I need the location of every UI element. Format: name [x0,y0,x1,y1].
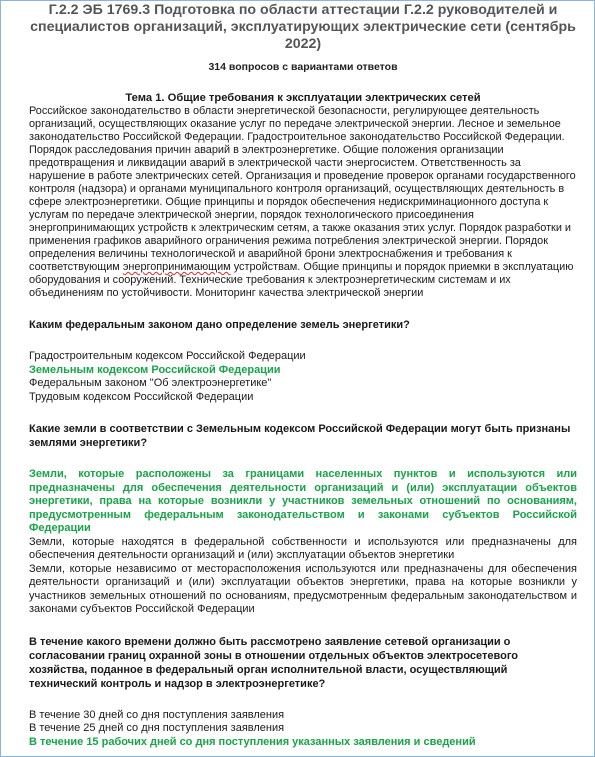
answer-2-2: Земли, которые находятся в федеральной собственности и используются или предназначены для обеспечения деятельности организаций и (или) эксплуатации объектов энергетики [29,535,577,561]
theme-description [29,105,577,300]
question-3: В течение какого времени должно быть рассмотрено заявление сетевой организации о согласовании границ охранной зоны в отношении отдельных объектов электросетевого хозяйства, поданное в федеральный орган исполнительной власти, осуществляющий технический контроль и надзор в электроэнергетике? [29,635,519,690]
question-1: Каким федеральным законом дано определение земель энергетики? [29,319,410,331]
answers-1 [29,350,577,404]
answer-1-4: Трудовым кодексом Российской Федерации [29,390,254,403]
question-count: 314 вопросов с вариантами ответов [208,61,398,73]
answer-3-3-correct: В течение 15 рабочих дней со дня поступления указанных заявления и сведений [29,735,476,748]
answer-1-3: Федеральным законом "Об электроэнергетике" [29,377,272,389]
theme-title: Тема 1. Общие требования к эксплуатации электрических сетей [125,92,481,104]
answer-3-2: В течение 25 дней со дня поступления заявления [29,722,285,734]
answer-3-1: В течение 30 дней со дня поступления заявления [29,708,285,721]
question-2: Какие земли в соответствии с Земельным кодексом Российской Федерации могут быть признаны землями энергетики? [29,423,571,449]
answers-2 [29,468,577,617]
answer-2-1-correct: Земли, которые расположены за границами населенных пунктов и используются или предназначены для обеспечения деятельности организаций и (или) эксплуатации объектов энергетики, права на которые возникли у участников земельных отношений по основаниям, предусмотренным федеральным законодательством и законами субъектов Российской Федерации [29,468,577,534]
theme-text-part-1: Российское законодательство в области энергетической безопасности, регулирующее деятельность организаций, осуществляющих оказание услуг по передаче электрической энергии. Лесное и земельное законодательство Российской Федерации. Градостроительное законодательство Российской Федерации. Порядок расследования причин аварий в электроэнергетике. Общие положения организации предотвращения и ликвидации аварий в электрической части энергосистем. Ответственность за нарушение в работе электрических сетей. Организация и проведение проверок органами государственного контроля (надзора) и органами муниципального контроля организаций, осуществляющих деятельность в сфере электроэнергетики. Общие принципы и порядок обеспечения недискриминационного доступа к услугам по передаче электрической энергии, порядок технологического присоединения энергопринимающих устройств к электрическим сетям, а также оказания этих услуг. Порядок разработки и применения графиков аварийного ограничения режима потребления электрической энергии. Порядок определения величины технологической и аварийной брони электроснабжения и требования к соответствующим [29,105,576,273]
answer-2-3: Земли, которые независимо от месторасположения используются или предназначены для обеспечения деятельности организаций и (или) эксплуатации объектов энергетики, права на которые возникли у участников земельных отношений по основаниям, предусмотренным федеральным законодательством и законами субъектов Российской Федерации [29,562,577,615]
document-title: Г.2.2 ЭБ 1769.3 Подготовка по области аттестации Г.2.2 руководителей и специалистов организаций, эксплуатирующих электрические сети (сентябрь 2022) [30,2,576,52]
spellcheck-underlined-word: энергопринимающим [122,261,231,273]
answers-3 [29,709,577,750]
answer-1-1: Градостроительным кодексом Российской Федерации [29,350,306,362]
answer-1-2-correct: Земельным кодексом Российской Федерации [29,363,281,376]
document-content [29,1,577,749]
theme-text-part-2: устройствам. Общие принципы и порядок приемки в эксплуатацию оборудования и сооружений. Технические требования к электроэнергетическим системам и их объединениям по устойчивости. Мониторинг качества электрической энергии [29,261,574,299]
